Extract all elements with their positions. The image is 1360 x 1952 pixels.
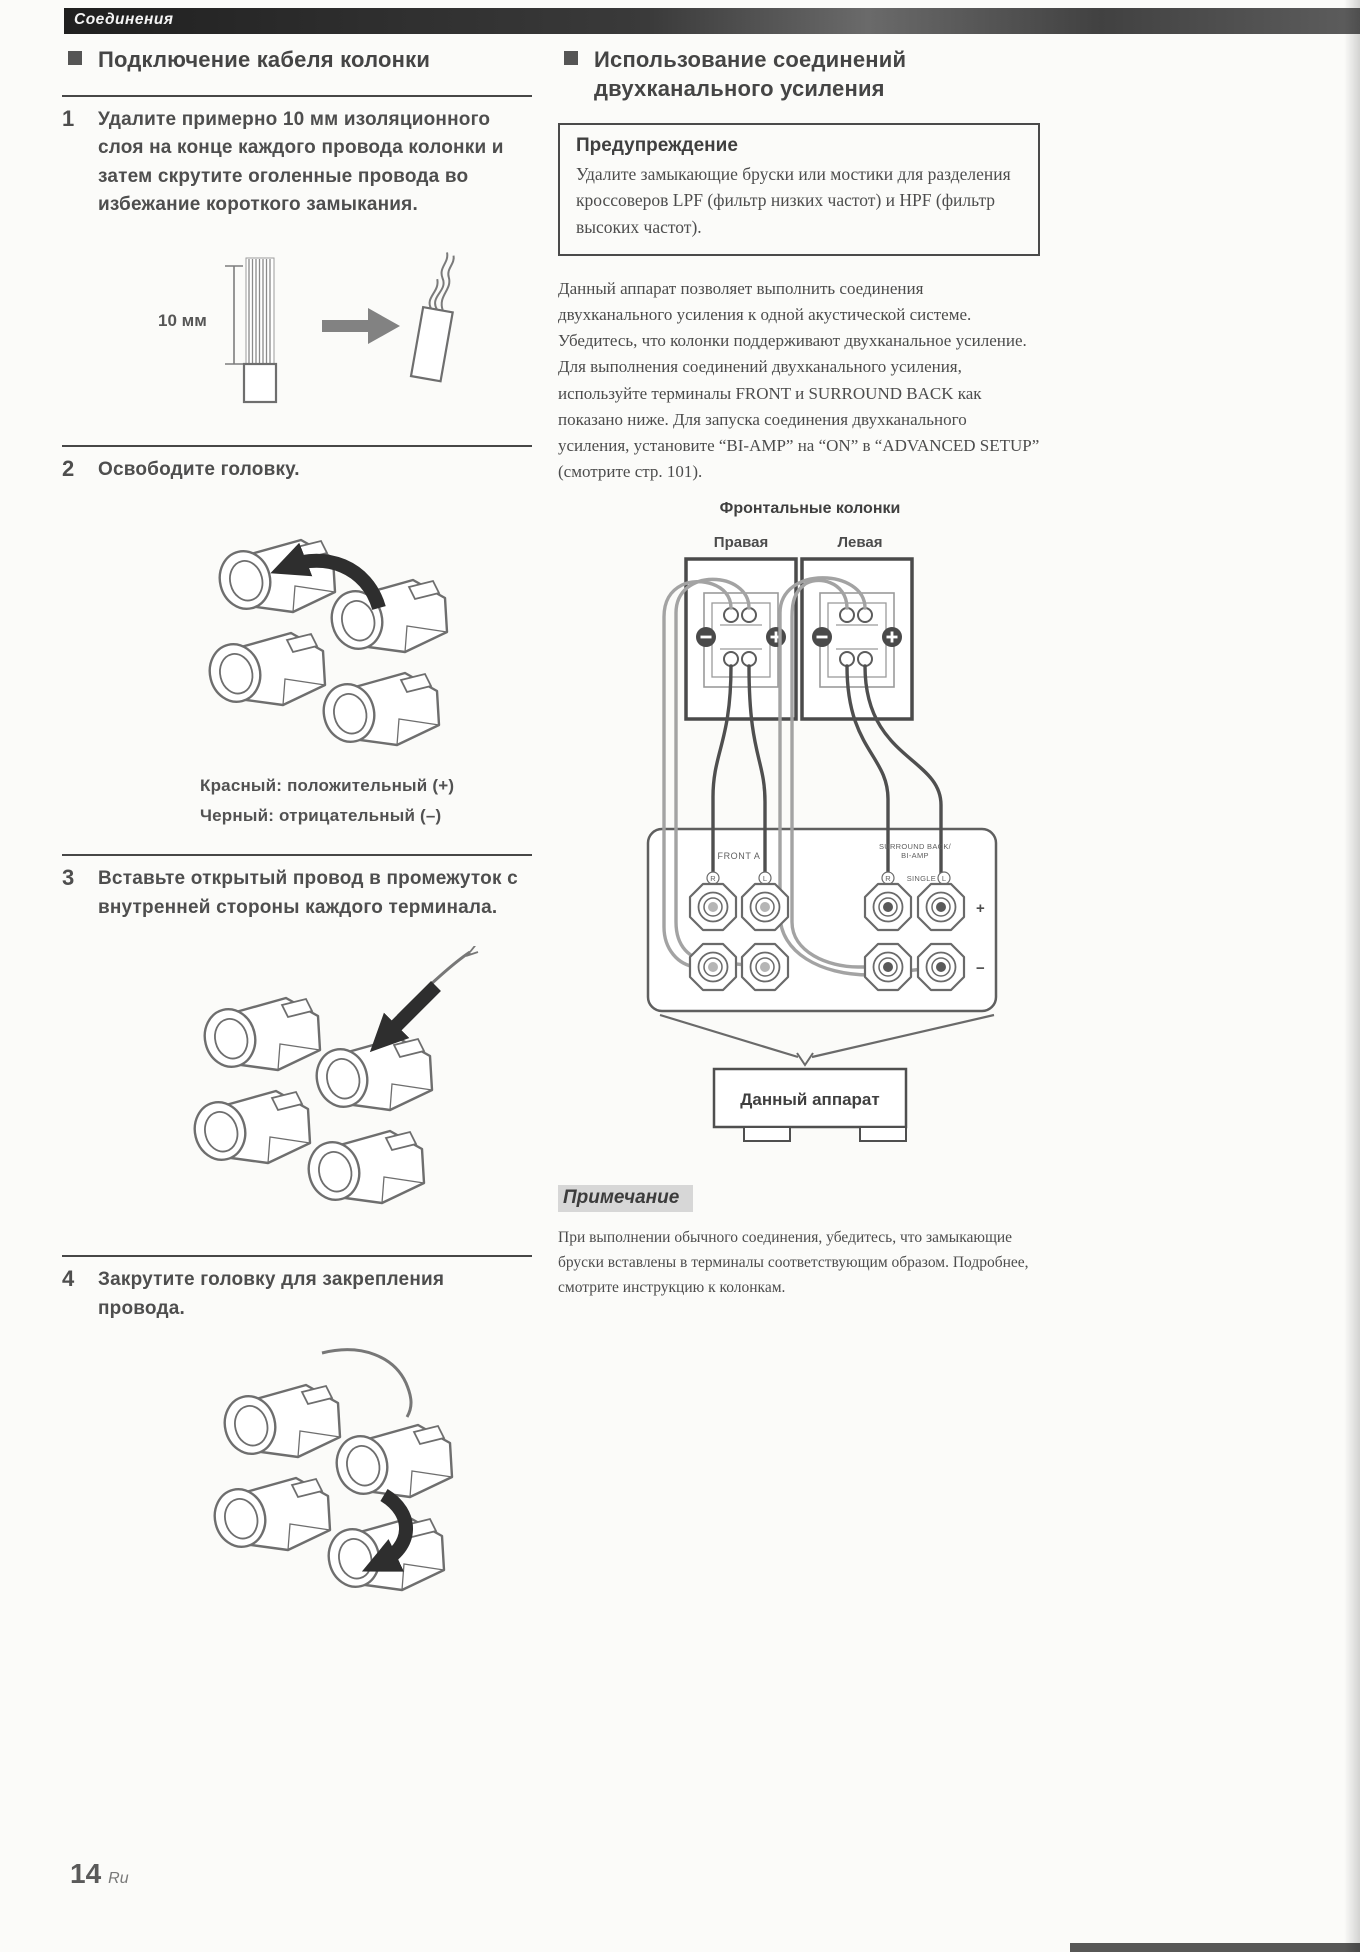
warning-title: Предупреждение (576, 135, 738, 157)
step-4-number: 4 (62, 1266, 75, 1292)
section-tab-bar (64, 8, 1360, 34)
step-1 (62, 95, 532, 220)
left-section-title-text: Подключение кабеля колонки (98, 47, 431, 72)
unit-foot-left (744, 1127, 790, 1141)
insert-arrow-icon (384, 986, 436, 1038)
step-1-number: 1 (62, 105, 75, 131)
right-section-title (558, 46, 1040, 103)
single-label: SINGLE (906, 874, 936, 884)
left-speaker-label: Левая (837, 534, 883, 552)
twisted-wire (411, 250, 463, 381)
figure-insert-wire (152, 946, 532, 1221)
front-r-badge: R (710, 874, 716, 884)
front-l-badge: L (762, 874, 768, 884)
biamp-label: BI-AMP (901, 851, 929, 861)
surround-back-label: SURROUND BACK/ (878, 842, 952, 852)
biamp-connection-diagram (548, 497, 1038, 1165)
bare-wire-strands (249, 259, 270, 363)
step-4 (62, 1255, 532, 1323)
front-a-label: FRONT A (717, 851, 761, 862)
polarity-labels (200, 776, 532, 826)
section-bullet-icon (564, 51, 578, 65)
surround-l-badge: L (941, 874, 947, 884)
step-2-text: Освободите головку. (98, 458, 300, 480)
scan-artifact (1070, 1943, 1360, 1952)
right-speaker-label: Правая (713, 534, 769, 552)
right-title-line1: Использование соединений (594, 47, 907, 72)
left-column (62, 46, 532, 1607)
left-section-title (62, 46, 532, 75)
figure-strip-wire (122, 244, 532, 411)
strip-wire-illustration (122, 244, 492, 406)
page-language: Ru (108, 1870, 129, 1887)
funnel-lines (660, 1015, 994, 1057)
funnel-arrow-icon (797, 1053, 813, 1065)
right-arrow-icon (322, 308, 400, 344)
diagram-title: Фронтальные колонки (719, 500, 901, 518)
step-2-number: 2 (62, 455, 75, 481)
right-title-line2: двухканального усиления (594, 75, 885, 101)
right-column (558, 46, 1040, 1301)
warning-box (558, 123, 1040, 256)
warning-text: Удалите замыкающие бруски или мостики для разделения кроссоверов LPF (фильтр низких частот) и HPF (фильтр высоких частот). (576, 164, 1011, 237)
biamp-intro-text: Данный аппарат позволяет выполнить соединения двухканального усиления к одной акустической системе. Убедитесь, что колонки поддерживают двухканальное усиление. Для выполнения соединений двухканального усиления, используйте терминалы FRONT и SURROUND BACK как показано ниже. Для запуска соединения двухканального усиления, установите “BI-AMP” на “ON” в “ADVANCED SETUP” (смотрите стр. 101). (558, 278, 1040, 482)
step-4-text: Закрутите головку для закрепления провода. (98, 1269, 445, 1319)
minus-sign: − (976, 960, 985, 978)
step-3 (62, 854, 532, 922)
note-title: Примечание (558, 1185, 693, 1212)
page-number: 14 (70, 1858, 102, 1889)
insert-wire-illustration (152, 946, 482, 1216)
step-3-number: 3 (62, 865, 75, 891)
step-2 (62, 445, 532, 485)
plus-sign: + (976, 900, 985, 918)
wire-insulation (244, 364, 276, 402)
unit-foot-right (860, 1127, 906, 1141)
section-bullet-icon (68, 51, 82, 65)
unit-label: Данный аппарат (740, 1090, 880, 1110)
section-tab-label: Соединения (74, 11, 174, 28)
page-footer (70, 1858, 129, 1890)
left-speaker (802, 559, 912, 719)
surround-r-badge: R (885, 874, 891, 884)
step-1-text: Удалите примерно 10 мм изоляционного слоя на конце каждого провода колонки и затем скрутите оголенные провода во избежание короткого замыкания. (98, 108, 504, 216)
loosen-head-illustration (167, 508, 457, 753)
right-section-title-text (594, 46, 906, 103)
red-polarity-label: Красный: положительный (+) (200, 776, 455, 796)
note-section (558, 1181, 1040, 1300)
figure-loosen-head (167, 508, 532, 758)
black-polarity-label: Черный: отрицательный (–) (200, 806, 442, 826)
note-text: При выполнении обычного соединения, убедитесь, что замыкающие бруски вставлены в терминалы соответствующим образом. Подробнее, смотрите инструкцию к колонкам. (558, 1229, 1029, 1296)
step-3-text: Вставьте открытый провод в промежуток с внутренней стороны каждого терминала. (98, 868, 518, 918)
figure-tighten-head (172, 1347, 532, 1607)
tighten-head-illustration (172, 1347, 462, 1602)
measure-label: 10 мм (158, 310, 207, 330)
